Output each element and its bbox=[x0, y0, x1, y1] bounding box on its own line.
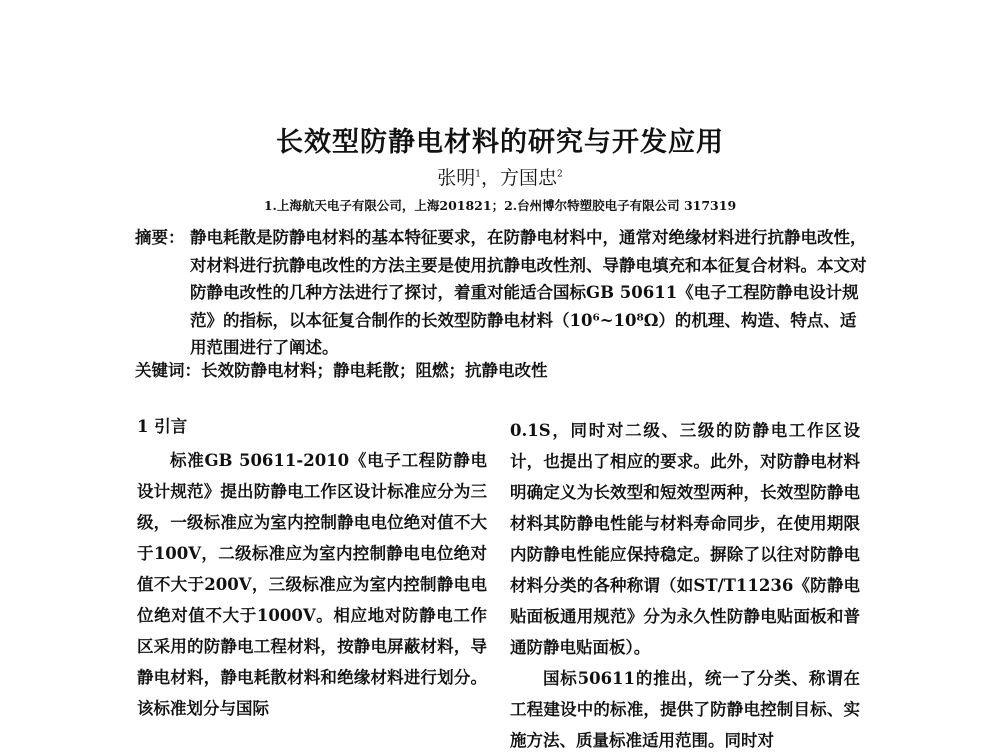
keywords-line: 关键词：长效防静电材料；静电耗散；阻燃；抗静电改性 bbox=[135, 361, 548, 380]
body-paragraph: 国标50611的推出，统一了分类、称谓在工程建设中的标准，提供了防静电控制目标、实施方法、质量标准适用范围。同时对 bbox=[510, 669, 860, 750]
right-column bbox=[510, 415, 860, 756]
affiliations: 1.上海航天电子有限公司，上海201821；2.台州博尔特塑胶电子有限公司 317319 bbox=[263, 198, 737, 213]
body-paragraph: 标准GB 50611-2010《电子工程防静电设计规范》提出防静电工作区设计标准应分为三级，一级标准应为室内控制静电电位绝对值不大于100V，二级标准应为室内控制静电电位绝对值不大于200V，三级标准应为室内控制静电电位绝对值不大于1000V。相应地对防静电工作区采用的防静电工程材料，按静电屏蔽材料，导静电材料，静电耗散材料和绝缘材料进行划分。该标准划分与国际 bbox=[137, 451, 487, 718]
author-2-name: 方国忠 bbox=[500, 167, 558, 189]
abstract-text: 静电耗散是防静电材料的基本特征要求，在防静电材料中，通常对绝缘材料进行抗静电改性，对材料进行抗静电改性的方法主要是使用抗静电改性剂、导静电填充和本征复合材料。本文对防静电改性的几种方法进行了探讨，着重对能适合国标GB 50611《电子工程防静电设计规范》的指标，以本征复合制作的长效型防静电材料（10⁶~10⁸Ω）的机理、构造、特点、适用范围进行了阐述。 bbox=[190, 228, 867, 357]
abstract-block bbox=[135, 224, 870, 362]
body-paragraph: 0.1S，同时对二级、三级的防静电工作区设计，也提出了相应的要求。此外，对防静电材料明确定义为长效型和短效型两种，长效型防静电材料其防静电性能与材料寿命同步，在使用期限内防静电性能应保持稳定。摒除了以往对防静电材料分类的各种称谓（如ST/T11236《防静电贴面板通用规范》分为永久性防静电贴面板和普通防静电贴面板）。 bbox=[510, 421, 860, 657]
author-line bbox=[0, 163, 1000, 190]
author-2-affil-mark: 2 bbox=[557, 169, 563, 180]
section-heading: 1 引言 bbox=[137, 417, 188, 436]
abstract-label: 摘要： bbox=[135, 228, 185, 247]
author-separator: ， bbox=[480, 167, 500, 189]
left-column bbox=[137, 415, 487, 724]
author-1-affil-mark: 1 bbox=[475, 169, 481, 180]
author-1-name: 张明 bbox=[437, 167, 476, 189]
paper-title: 长效型防静电材料的研究与开发应用 bbox=[276, 127, 724, 158]
